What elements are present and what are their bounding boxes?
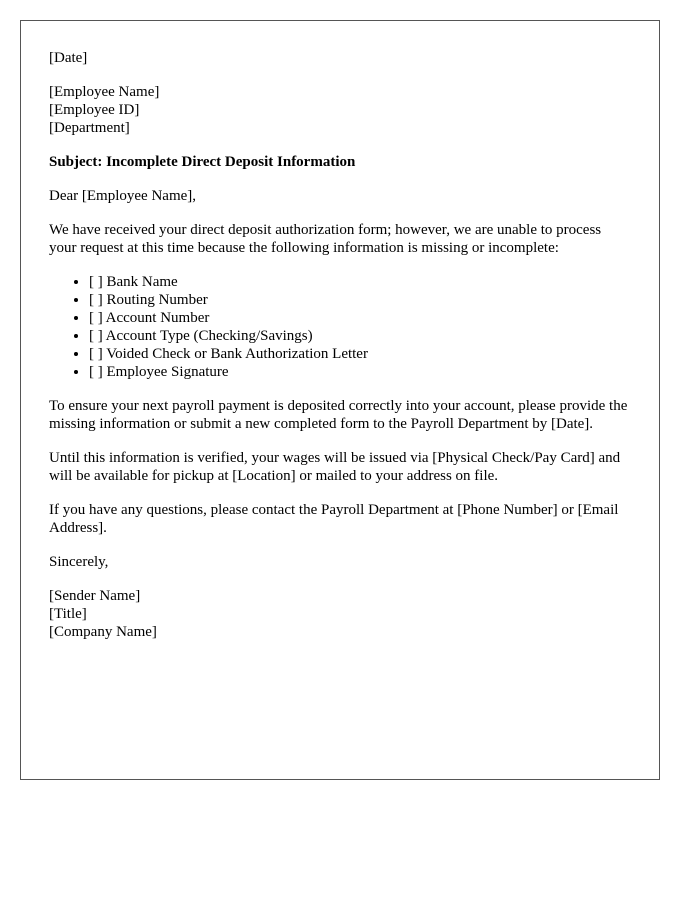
employee-name: [Employee Name]	[49, 84, 160, 100]
closing: Sincerely,	[49, 554, 109, 570]
letter	[20, 20, 660, 780]
intro: We have received your direct deposit authorization form; however, we are unable to process your request at this time because the following information is missing or incomplete:	[49, 222, 602, 256]
recipient-block	[49, 83, 631, 137]
employee-id: [Employee ID]	[49, 102, 140, 118]
sender-title: [Title]	[49, 606, 87, 622]
list-item: • [ ] Bank Name	[89, 273, 631, 291]
paragraph-deadline: To ensure your next payroll payment is deposited correctly into your account, please provide the missing information or submit a new completed form to the Payroll Department by [Date].	[49, 398, 628, 432]
date: [Date]	[49, 50, 88, 66]
list-item: • [ ] Employee Signature	[89, 363, 631, 381]
paragraph-contact: If you have any questions, please contact the Payroll Department at [Phone Number] or [Email Address].	[49, 502, 619, 536]
list-item: • [ ] Account Type (Checking/Savings)	[89, 327, 631, 345]
subject: Subject: Incomplete Direct Deposit Information	[49, 154, 356, 170]
salutation: Dear [Employee Name],	[49, 188, 197, 204]
sender-block	[49, 587, 631, 641]
company-name: [Company Name]	[49, 624, 157, 640]
paragraph-wages: Until this information is verified, your wages will be issued via [Physical Check/Pay Card] and will be available for pickup at [Location] or mailed to your address on file.	[49, 450, 621, 484]
missing-items-list	[49, 273, 631, 381]
list-item: • [ ] Routing Number	[89, 291, 631, 309]
sender-name: [Sender Name]	[49, 588, 141, 604]
department: [Department]	[49, 120, 130, 136]
list-item: • [ ] Voided Check or Bank Authorization Letter	[89, 345, 631, 363]
list-item: • [ ] Account Number	[89, 309, 631, 327]
